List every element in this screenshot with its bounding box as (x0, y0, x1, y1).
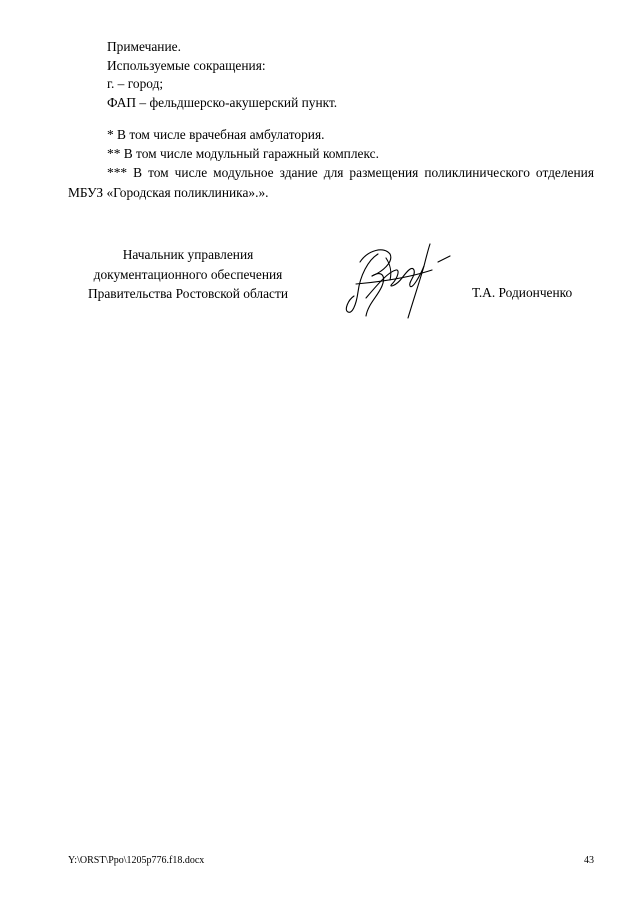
footnote-2: ** В том числе модульный гаражный комплекс. (107, 146, 379, 162)
position-line: документационного обеспечения (93, 266, 283, 282)
position-line: Правительства Ростовской области (87, 286, 289, 302)
abbreviation-item: г. – город; (107, 76, 164, 92)
note-block (107, 38, 597, 112)
handwritten-signature-icon (338, 236, 456, 324)
abbreviations-intro: Используемые сокращения: (107, 57, 266, 73)
position-line: Начальник управления (122, 247, 254, 262)
footnotes (68, 125, 594, 202)
footer-file-path: Y:\ORST\Ppo\1205p776.f18.docx (68, 855, 205, 866)
signatory-position (58, 245, 318, 304)
page-number: 43 (584, 855, 594, 866)
abbreviation-item: ФАП – фельдшерско-акушерский пункт. (107, 94, 338, 110)
signatory-name: Т.А. Родионченко (472, 285, 573, 300)
footnote-3: *** В том числе модульное здание для размещения поликлинического отделения МБУЗ «Городская поликлиника».». (68, 165, 594, 200)
footnote-1: * В том числе врачебная амбулатория. (107, 127, 325, 142)
note-heading: Примечание. (107, 39, 181, 54)
